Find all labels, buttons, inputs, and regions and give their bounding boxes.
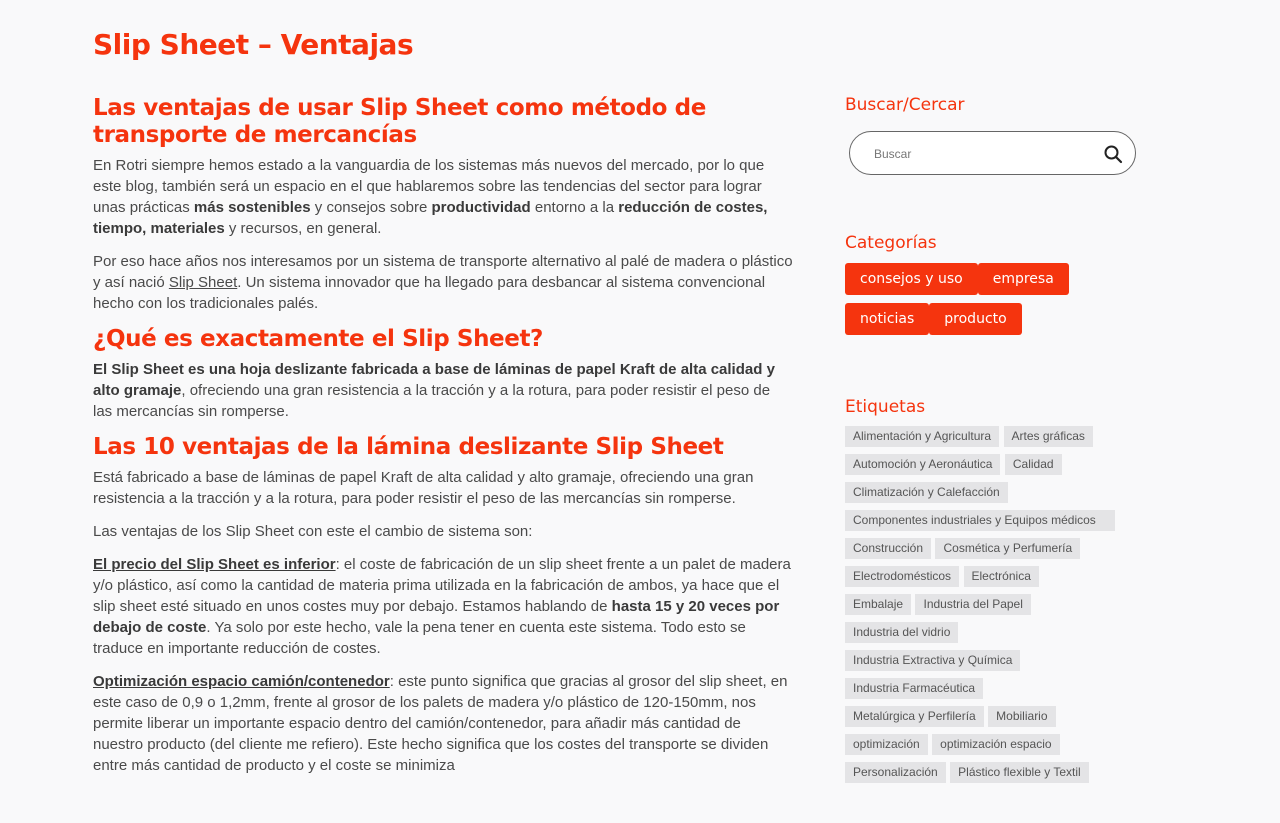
text: : este punto significa que gracias al grosor del slip sheet, en este caso de 0,9 o 1,2mm, frente al grosor de los palets de madera y/o plástico de 120-150mm, nos permite liberar un importante espacio dentro del camión/contenedor, para añadir más cantidad de nuestro producto (del cliente me refiero). Este hecho significa que los costes del transporte se dividen entre más cantidad de producto y el coste se minimiza — [93, 673, 788, 774]
text: , ofreciendo una gran resistencia a la tracción y a la rotura, para poder resistir el peso de las mercancías sin romperse. — [93, 382, 771, 420]
article-paragraph-2 — [93, 251, 793, 314]
tag-item[interactable]: Electrónica — [964, 566, 1039, 587]
search-input[interactable] — [872, 142, 1096, 166]
tag-item[interactable]: Componentes industriales y Equipos médicos — [845, 510, 1115, 531]
page-title: Slip Sheet – Ventajas — [93, 28, 414, 61]
tag-item[interactable]: Industria del Papel — [915, 594, 1030, 615]
tag-item[interactable]: Metalúrgica y Perfilería — [845, 706, 984, 727]
search-widget-title: Buscar/Cercar — [845, 95, 965, 115]
bold-text: El Slip Sheet es una hoja deslizante fabricada a base de láminas de papel Kraft de alta calidad y alto gramaje — [93, 361, 775, 399]
bold-text: reducción de costes, tiempo, materiales — [93, 199, 768, 237]
text: . Un sistema innovador que ha llegado para desbancar al sistema convencional hecho con los tradicionales palés. — [93, 274, 766, 312]
bold-text: más sostenibles — [193, 199, 311, 216]
tag-item[interactable]: Mobiliario — [988, 706, 1055, 727]
category-empresa[interactable]: empresa — [978, 263, 1069, 295]
article-heading-2: ¿Qué es exactamente el Slip Sheet? — [93, 326, 543, 352]
text: y consejos sobre — [310, 199, 432, 216]
text: . Ya solo por este hecho, vale la pena tener en cuenta este sistema. Todo esto se traduce en importante reducción de costes. — [93, 619, 746, 657]
tags-widget-title: Etiquetas — [845, 397, 926, 417]
tag-item[interactable]: Plástico flexible y Textil — [950, 762, 1089, 783]
article-paragraph-7 — [93, 671, 793, 776]
underlined-heading: Optimización espacio camión/contenedor — [93, 673, 390, 690]
tag-item[interactable]: Embalaje — [845, 594, 911, 615]
tag-item[interactable]: Climatización y Calefacción — [845, 482, 1008, 503]
article-heading-3: Las 10 ventajas de la lámina deslizante Slip Sheet — [93, 434, 724, 460]
tag-item[interactable]: Electrodomésticos — [845, 566, 959, 587]
tag-item[interactable]: optimización espacio — [932, 734, 1059, 755]
text: entorno a la — [530, 199, 619, 216]
slip-sheet-link[interactable]: Slip Sheet — [168, 274, 238, 291]
tag-item[interactable]: Industria Farmacéutica — [845, 678, 983, 699]
underlined-heading: El precio del Slip Sheet es inferior — [93, 556, 336, 573]
bold-text: hasta 15 y 20 veces por debajo de coste — [93, 598, 780, 636]
categories-list — [845, 263, 1105, 343]
bold-text: productividad — [431, 199, 531, 216]
article-paragraph-5: Las ventajas de los Slip Sheet con este el cambio de sistema son: — [93, 523, 533, 540]
category-producto[interactable]: producto — [929, 303, 1021, 335]
tag-item[interactable]: Cosmética y Perfumería — [935, 538, 1080, 559]
tag-item[interactable]: Construcción — [845, 538, 931, 559]
text: Por eso hace años nos interesamos por un sistema de transporte alternativo al palé de madera o plástico y así nació — [93, 253, 793, 291]
article-content — [93, 95, 793, 788]
tag-item[interactable]: Personalización — [845, 762, 946, 783]
tag-item[interactable]: Artes gráficas — [1004, 426, 1093, 447]
tag-item[interactable]: Alimentación y Agricultura — [845, 426, 999, 447]
tags-cloud — [845, 426, 1145, 790]
article-heading-1: Las ventajas de usar Slip Sheet como método de transporte de mercancías — [93, 95, 706, 148]
article-paragraph-3 — [93, 359, 793, 422]
tag-item[interactable]: Industria del vidrio — [845, 622, 958, 643]
tag-item[interactable]: Automoción y Aeronáutica — [845, 454, 1000, 475]
tag-item[interactable]: Calidad — [1005, 454, 1062, 475]
categories-widget-title: Categorías — [845, 233, 937, 253]
search-icon[interactable] — [1103, 144, 1123, 164]
article-paragraph-6 — [93, 554, 793, 659]
category-consejos-y-uso[interactable]: consejos y uso — [845, 263, 978, 295]
search-box — [849, 131, 1136, 175]
text: En Rotri siempre hemos estado a la vanguardia de los sistemas más nuevos del mercado, por lo que este blog, también será un espacio en el que hablaremos sobre las tendencias del sector para lograr unas prácticas — [93, 157, 765, 216]
sidebar — [845, 95, 1145, 779]
text: y recursos, en general. — [224, 220, 382, 237]
text: : el coste de fabricación de un slip sheet frente a un palet de madera y/o plástico, así como la cantidad de materia prima utilizada en la fabricación de ambos, ya hace que el slip sheet esté situado en unos costes muy por debajo. Estamos hablando de — [93, 556, 791, 615]
tag-item[interactable]: Industria Extractiva y Química — [845, 650, 1020, 671]
category-noticias[interactable]: noticias — [845, 303, 929, 335]
tag-item[interactable]: optimización — [845, 734, 928, 755]
article-paragraph-4: Está fabricado a base de láminas de papel Kraft de alta calidad y alto gramaje, ofreciendo una gran resistencia a la tracción y a la rotura, para poder resistir el peso de las mercancías sin romperse. — [93, 469, 754, 507]
article-paragraph-1 — [93, 155, 793, 239]
